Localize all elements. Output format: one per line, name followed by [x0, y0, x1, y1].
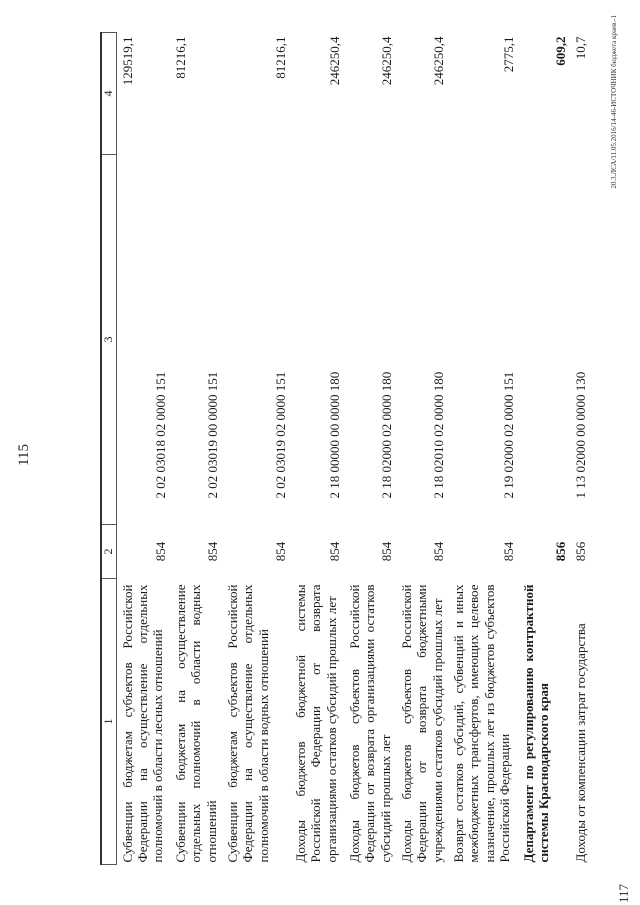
- revenue-table: [100, 32, 608, 865]
- row-budget-code: 2 19 02000 02 0000 151: [501, 371, 517, 499]
- row-name: Доходы бюджетов бюджетной системы Российской Федерации от возврата организациями остатков субсидий прошлых лет: [293, 584, 339, 863]
- table-row: [518, 33, 570, 865]
- row-admin-code: 854: [379, 541, 395, 562]
- header-col-2: 2: [101, 525, 116, 579]
- row-name: Доходы бюджетов субъектов Российской Федерации от возврата бюджетными учреждениями остатков субсидий прошлых лет: [399, 584, 445, 863]
- row-amount: 129519,1: [119, 36, 135, 86]
- bottom-page-number: 117: [616, 883, 631, 903]
- page-number: 115: [16, 444, 32, 466]
- row-budget-code: 2 18 02010 02 0000 180: [431, 371, 447, 499]
- row-admin-code: 854: [273, 541, 289, 562]
- table-row: [116, 33, 170, 865]
- table-row: [396, 33, 448, 865]
- row-budget-code: 2 02 03018 02 0000 151: [153, 371, 169, 499]
- row-budget-code: 1 13 02000 00 0000 130: [573, 371, 589, 499]
- footer-document-code: 20.3.ЛСА/11.05.2016/14-46-ИСТОЧНИК бюджета краев.-1: [610, 15, 618, 189]
- row-admin-code: 854: [205, 541, 221, 562]
- row-amount: 10,7: [573, 36, 589, 60]
- table-row: [448, 33, 518, 865]
- table-row: [344, 33, 396, 865]
- row-amount: 81216,1: [273, 36, 289, 79]
- table-row: [290, 33, 344, 865]
- row-name: Субвенции бюджетам субъектов Российской Федерации на осуществление отдельных полномочий в области водных отношений: [225, 584, 271, 863]
- row-amount: 81216,1: [173, 36, 189, 79]
- row-admin-code: 854: [153, 541, 169, 562]
- row-name: Субвенции бюджетам субъектов Российской Федерации на осуществление отдельных полномочий в области лесных отношений: [119, 584, 166, 863]
- row-budget-code: 2 18 02000 02 0000 180: [379, 371, 395, 499]
- row-amount: 609,2: [553, 36, 569, 66]
- header-col-1: 1: [101, 579, 116, 865]
- row-name: Доходы бюджетов субъектов Российской Федерации от возврата организациями остатков субсидий прошлых лет: [347, 584, 393, 863]
- row-amount: 246250,4: [379, 36, 395, 86]
- row-admin-code: 856: [553, 541, 569, 562]
- row-amount: 246250,4: [431, 36, 447, 86]
- row-admin-code: 854: [327, 541, 343, 562]
- row-name: Департамент по регулированию контрактной системы Краснодарского края: [521, 584, 552, 863]
- row-budget-code: [518, 155, 570, 525]
- row-budget-code: 2 02 03019 00 0000 151: [205, 371, 221, 499]
- table-header-row: [101, 33, 116, 865]
- row-budget-code: 2 02 03019 02 0000 151: [273, 371, 289, 499]
- row-name: Доходы от компенсации затрат государства: [573, 623, 589, 863]
- row-amount: 246250,4: [327, 36, 343, 86]
- row-budget-code: 2 18 00000 00 0000 180: [327, 371, 343, 499]
- header-col-4: 4: [101, 33, 116, 155]
- row-name: Возврат остатков субсидий, субвенций и иных межбюджетных трансфертов, имеющих целевое назначение, прошлых лет из бюджетов субъектов Российской Федерации: [451, 584, 512, 863]
- row-amount: 2775,1: [501, 36, 517, 73]
- table-row: [570, 33, 608, 865]
- table-row: [222, 33, 290, 865]
- row-admin-code: 854: [431, 541, 447, 562]
- row-admin-code: 854: [501, 541, 517, 562]
- table-row: [170, 33, 222, 865]
- header-col-3: 3: [101, 155, 116, 525]
- row-name: Субвенции бюджетам на осуществление отдельных полномочий в области водных отношений: [173, 584, 219, 863]
- row-admin-code: 856: [573, 541, 589, 562]
